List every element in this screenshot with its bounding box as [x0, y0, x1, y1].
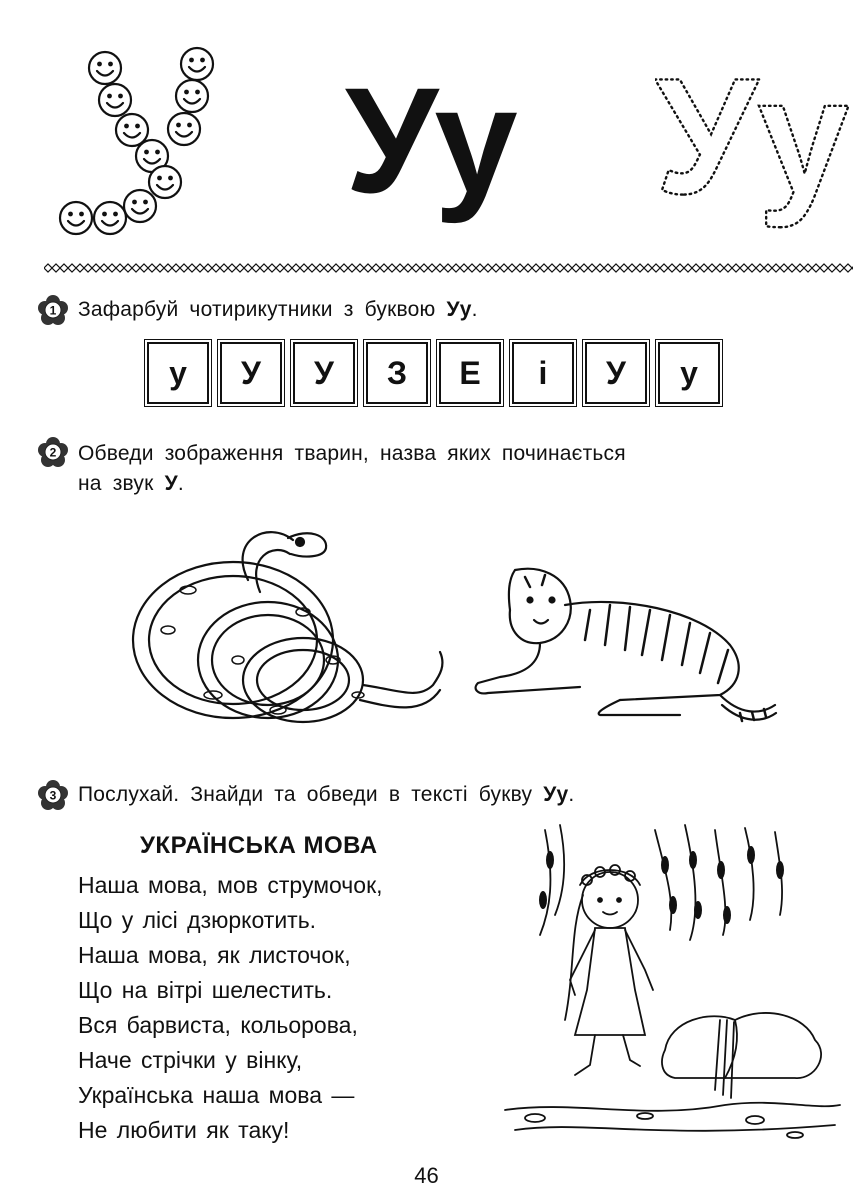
- poem-line: Що у лісі дзюркотить.: [78, 907, 317, 933]
- task-3-highlight: Уу: [543, 783, 569, 806]
- svg-text:3: 3: [49, 788, 57, 803]
- svg-text:1: 1: [49, 303, 57, 318]
- flower-number-badge-icon: [38, 437, 68, 467]
- smiley-face-icon: [60, 202, 92, 234]
- page-number: 46: [414, 1163, 439, 1188]
- poem-text: [78, 868, 383, 1148]
- smiley-face-icon: [116, 114, 148, 146]
- task-1-text: Зафарбуй чотирикутники з буквою: [78, 298, 436, 321]
- letter-boxes-row: [147, 342, 720, 404]
- letter-box[interactable]: у: [658, 342, 720, 404]
- letter-box[interactable]: У: [585, 342, 647, 404]
- task-3-text: Послухай. Знайди та обведи в тексті букву: [78, 783, 533, 806]
- poem-line: Наша мова, мов струмочок,: [78, 872, 383, 898]
- smiley-letter-u-illustration: [40, 30, 230, 250]
- task-2-line-1: Обведи зображення тварин, назва яких починається: [78, 442, 626, 465]
- poem-line: Наче стрічки у вінку,: [78, 1047, 303, 1073]
- task-1-instruction: 1 Зафарбуй чотирикутники з буквою Уу.: [38, 295, 478, 325]
- poem-line: Вся барвиста, кольорова,: [78, 1012, 358, 1038]
- zigzag-divider: [44, 262, 853, 274]
- flower-number-badge-icon: [38, 295, 68, 325]
- girl-waterfall-illustration: [495, 820, 845, 1150]
- snake-illustration[interactable]: [128, 520, 458, 740]
- task-2-line-2: на звук: [78, 472, 154, 495]
- svg-text:Уу: Уу: [655, 55, 850, 228]
- smiley-face-icon: [168, 113, 200, 145]
- task-2-highlight: У: [164, 472, 178, 495]
- smiley-face-icon: [176, 80, 208, 112]
- letter-box[interactable]: У: [293, 342, 355, 404]
- letter-box[interactable]: З: [366, 342, 428, 404]
- poem-line: Наша мова, як листочок,: [78, 942, 351, 968]
- flower-number-badge-icon: [38, 780, 68, 810]
- smiley-face-icon: [149, 166, 181, 198]
- task-2-instruction: 2 Обведи зображення тварин, назва яких починається на звук У.: [38, 437, 626, 499]
- poem-line: Що на вітрі шелестить.: [78, 977, 333, 1003]
- smiley-face-icon: [181, 48, 213, 80]
- poem-title: УКРАЇНСЬКА МОВА: [140, 832, 378, 859]
- smiley-face-icon: [124, 190, 156, 222]
- smiley-face-icon: [99, 84, 131, 116]
- task-1-highlight: Уу: [446, 298, 472, 321]
- svg-text:2: 2: [49, 445, 57, 460]
- big-letter-title: Уу: [345, 56, 514, 224]
- letter-box[interactable]: Е: [439, 342, 501, 404]
- poem-line: Не любити як таку!: [78, 1117, 290, 1143]
- poem-line: Українська наша мова —: [78, 1082, 355, 1108]
- tiger-illustration[interactable]: [470, 565, 780, 730]
- letter-box[interactable]: і: [512, 342, 574, 404]
- dotted-trace-letter: [655, 55, 853, 255]
- letter-box[interactable]: у: [147, 342, 209, 404]
- task-3-instruction: 3 Послухай. Знайди та обведи в тексті букву Уу.: [38, 780, 574, 810]
- smiley-face-icon: [94, 202, 126, 234]
- letter-box[interactable]: У: [220, 342, 282, 404]
- smiley-face-icon: [89, 52, 121, 84]
